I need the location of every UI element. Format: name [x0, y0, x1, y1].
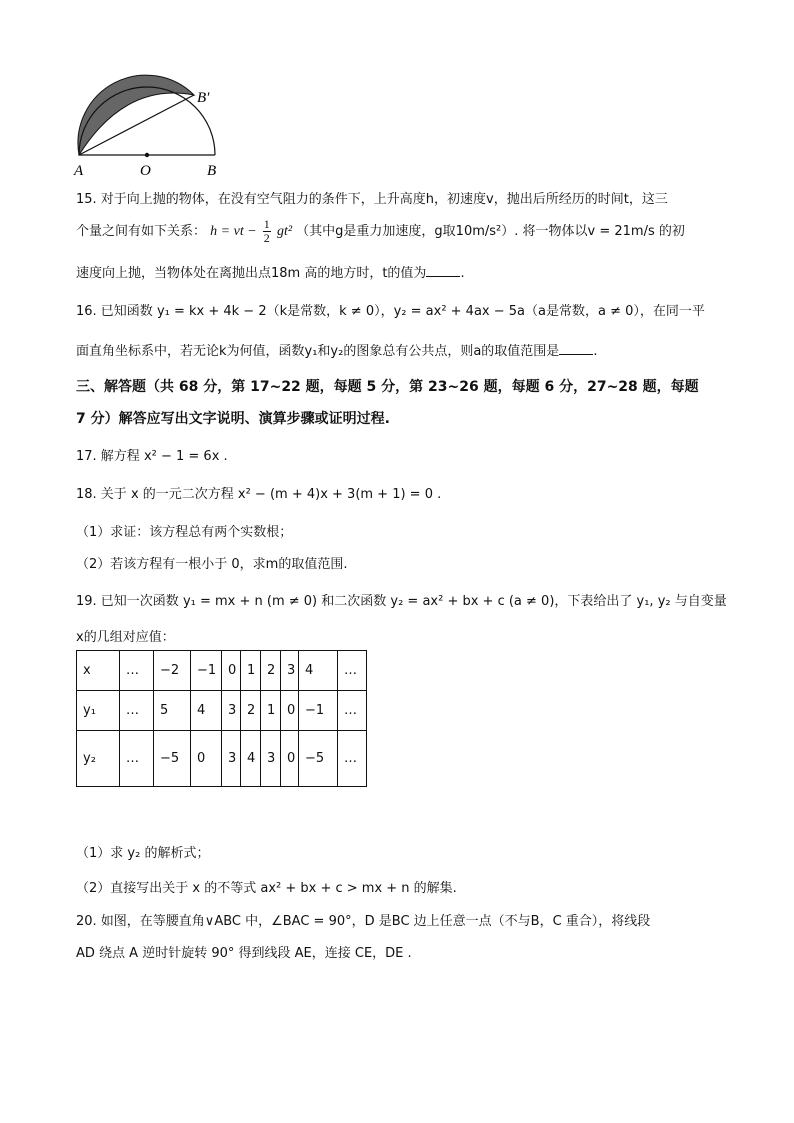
q20-line1: 20. 如图，在等腰直角∨ABC 中，∠BAC = 90°，D 是BC 边上任意一点（不与B，C 重合），将线段 — [76, 914, 651, 929]
table-row — [77, 651, 367, 691]
shaded-region — [78, 75, 194, 155]
table-cell: y₂ — [77, 731, 120, 787]
q18-part2: （2）若该方程有一根小于 0，求m的取值范围. — [76, 557, 348, 572]
table-cell: … — [120, 731, 154, 787]
table-cell: … — [338, 731, 367, 787]
table-cell: 3 — [261, 731, 281, 787]
q16-line1: 16. 已知函数 y₁ = kx + 4k − 2（k是常数，k ≠ 0），y₂ = ax² + 4ax − 5a（a是常数，a ≠ 0），在同一平 — [76, 304, 705, 319]
table-cell: 0 — [191, 731, 222, 787]
table-cell: 0 — [281, 731, 299, 787]
q15-frac-den: 2 — [263, 231, 270, 245]
table-cell: … — [338, 651, 367, 691]
label-B: B — [207, 163, 217, 179]
q19-part2: （2）直接写出关于 x 的不等式 ax² + bx + c > mx + n 的解集. — [76, 881, 457, 896]
q18-stem: 18. 关于 x 的一元二次方程 x² − (m + 4)x + 3(m + 1) = 0 . — [76, 487, 442, 502]
table-cell: 5 — [154, 691, 191, 731]
table-cell: 2 — [241, 691, 261, 731]
q15-line2 — [76, 218, 685, 245]
q15-line3-text: 速度向上抛，当物体处在离抛出点18m 高的地方时，t的值为 — [76, 266, 427, 281]
q15-line1: 15. 对于向上抛的物体，在没有空气阻力的条件下，上升高度h，初速度v，抛出后所经历的时间t，这三 — [76, 192, 668, 207]
table-cell: 3 — [281, 651, 299, 691]
table-cell: 3 — [222, 691, 241, 731]
q19-part1: （1）求 y₂ 的解析式； — [76, 846, 210, 861]
q15-formula-pre: h = vt − — [210, 224, 257, 239]
table-cell: y₁ — [77, 691, 120, 731]
table-cell: 1 — [261, 691, 281, 731]
q15-frac-num: 1 — [263, 217, 270, 231]
table-cell: … — [120, 651, 154, 691]
answer-blank — [426, 264, 460, 277]
table-cell: 2 — [261, 651, 281, 691]
table-row — [77, 691, 367, 731]
q18-part1: （1）求证：该方程总有两个实数根； — [76, 525, 293, 540]
table-cell: 4 — [299, 651, 338, 691]
table-cell: 4 — [191, 691, 222, 731]
q15-formula-post: gt² — [276, 224, 293, 239]
q16-line2: 面直角坐标系中，若无论k为何值，函数y₁和y₂的图象总有公共点，则a的取值范围是 . — [76, 344, 598, 359]
section3-heading-line2: 7 分）解答应写出文字说明、演算步骤或证明过程. — [76, 411, 390, 427]
q19-stem-line2: x的几组对应值： — [76, 630, 175, 645]
table-cell: −2 — [154, 651, 191, 691]
semicircle-figure — [70, 62, 240, 182]
table-cell: … — [120, 691, 154, 731]
table-cell: … — [338, 691, 367, 731]
section3-heading-line1: 三、解答题（共 68 分，第 17~22 题，每题 5 分，第 23~26 题，每题 6 分，27~28 题，每题 — [76, 379, 699, 395]
table-cell: −1 — [191, 651, 222, 691]
center-O-dot — [145, 153, 149, 157]
table-row — [77, 731, 367, 787]
q16-line2-text: 面直角坐标系中，若无论k为何值，函数y₁和y₂的图象总有公共点，则a的取值范围是 — [76, 344, 560, 359]
table-cell: 4 — [241, 731, 261, 787]
table-cell: x — [77, 651, 120, 691]
q19-stem-line1: 19. 已知一次函数 y₁ = mx + n (m ≠ 0) 和二次函数 y₂ = ax² + bx + c (a ≠ 0)，下表给出了 y₁, y₂ 与自变量 — [76, 594, 727, 609]
q15-line2-rest: （其中g是重力加速度，g取10m/s²）. 将一物体以v = 21m/s 的初 — [296, 224, 685, 239]
q15-fraction — [263, 218, 271, 245]
answer-blank — [559, 342, 593, 355]
label-O: O — [140, 163, 151, 179]
table-cell: −5 — [299, 731, 338, 787]
q15-line2-intro: 个量之间有如下关系： — [76, 224, 207, 239]
label-A: A — [74, 163, 84, 179]
table-cell: 3 — [222, 731, 241, 787]
table-cell: −1 — [299, 691, 338, 731]
q15-line3: 速度向上抛，当物体处在离抛出点18m 高的地方时，t的值为 . — [76, 266, 465, 281]
q20-line2: AD 绕点 A 逆时针旋转 90° 得到线段 AE，连接 CE，DE . — [76, 946, 412, 961]
table-cell: 0 — [222, 651, 241, 691]
q17: 17. 解方程 x² − 1 = 6x . — [76, 449, 228, 464]
table-cell: −5 — [154, 731, 191, 787]
table-cell: 1 — [241, 651, 261, 691]
table-cell: 0 — [281, 691, 299, 731]
value-table — [76, 650, 367, 787]
label-B-prime: B′ — [197, 90, 210, 106]
